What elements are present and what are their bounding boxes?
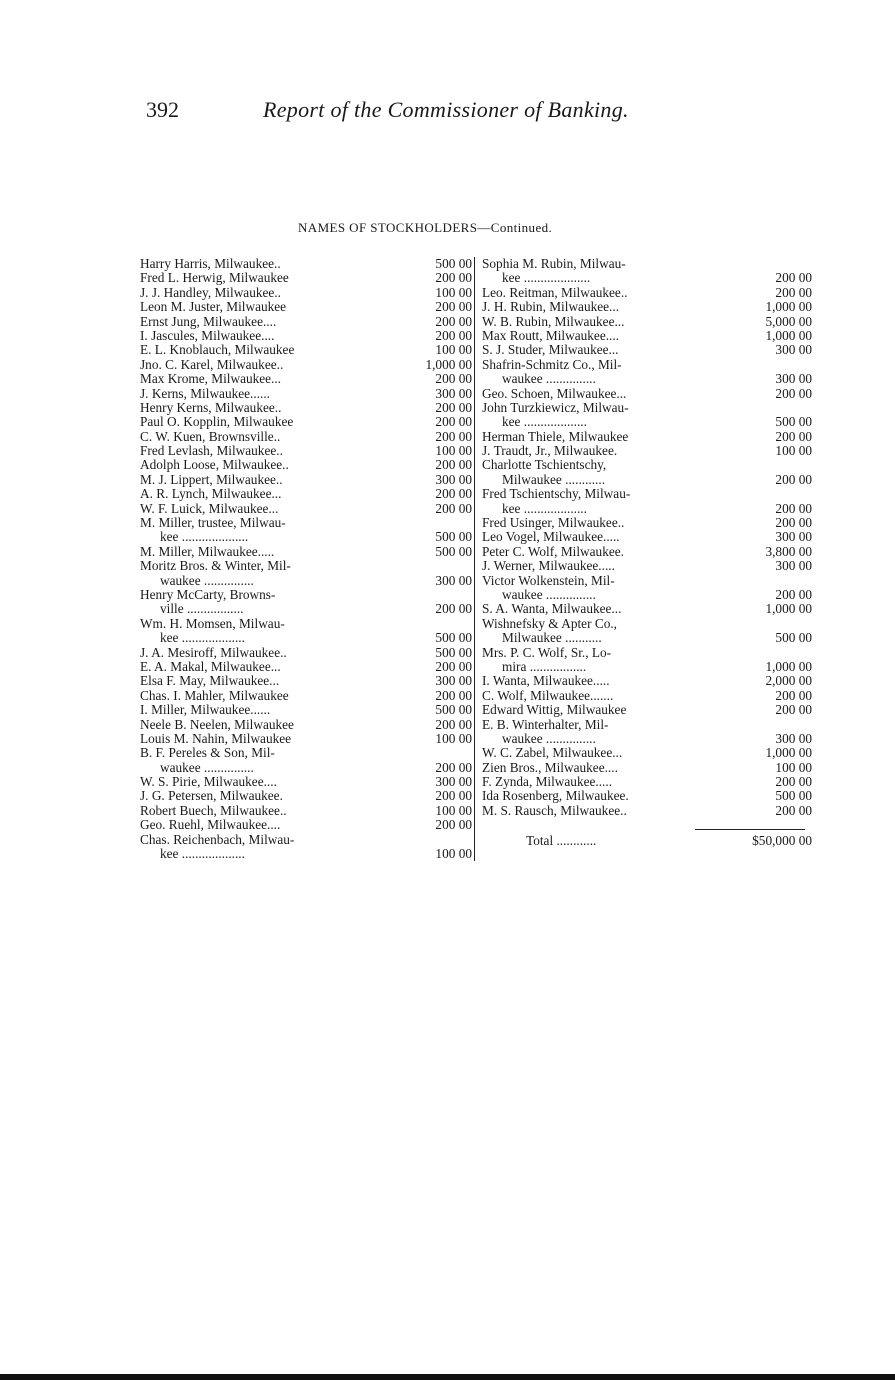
- stockholder-amount: 200 00: [775, 515, 812, 531]
- stockholder-line: [482, 286, 812, 300]
- total-label: Total ............: [526, 833, 597, 848]
- stockholder-line: [140, 516, 472, 530]
- stockholder-name: J. H. Rubin, Milwaukee...: [482, 299, 620, 315]
- stockholder-line: [140, 847, 472, 861]
- stockholder-name: Edward Wittig, Milwaukee: [482, 702, 627, 718]
- stockholder-amount: 300 00: [775, 730, 812, 746]
- stockholder-name: C. Wolf, Milwaukee.......: [482, 687, 614, 703]
- total-amount: $50,000 00: [752, 833, 812, 848]
- stockholder-amount: 500 00: [435, 702, 472, 718]
- stockholder-line: [140, 818, 472, 832]
- stockholder-line: [482, 343, 812, 357]
- stockholder-name: Geo. Schoen, Milwaukee...: [482, 385, 627, 401]
- stockholder-name: waukee ...............: [502, 586, 596, 602]
- stockholder-line: [482, 559, 812, 573]
- stockholder-amount: 100 00: [775, 443, 812, 459]
- stockholder-amount: 200 00: [435, 500, 472, 516]
- stockholder-amount: 300 00: [775, 371, 812, 387]
- stockholder-name: Peter C. Wolf, Milwaukee.: [482, 543, 624, 559]
- stockholder-name: S. A. Wanta, Milwaukee...: [482, 601, 622, 617]
- stockholder-line: [482, 789, 812, 803]
- stockholder-line: [482, 502, 812, 516]
- stockholder-line: [140, 415, 472, 429]
- stockholder-amount: 500 00: [435, 630, 472, 646]
- stockholder-amount: 300 00: [435, 385, 472, 401]
- stockholder-name: Mrs. P. C. Wolf, Sr., Lo-: [482, 644, 612, 660]
- stockholder-name: I. Wanta, Milwaukee.....: [482, 673, 610, 689]
- stockholder-name: M. Miller, Milwaukee.....: [140, 543, 275, 559]
- stockholder-line: [140, 574, 472, 588]
- stockholder-name: J. Werner, Milwaukee.....: [482, 558, 615, 574]
- stockholder-amount: 500 00: [435, 256, 472, 271]
- stockholder-name: B. F. Pereles & Son, Mil-: [140, 745, 275, 761]
- stockholder-name: Fred Usinger, Milwaukee..: [482, 515, 625, 531]
- stockholder-line: [140, 444, 472, 458]
- stockholder-amount: 200 00: [775, 500, 812, 516]
- stockholder-line: [482, 473, 812, 487]
- stockholder-amount: 1,000 00: [765, 299, 812, 315]
- stockholder-line: [482, 372, 812, 386]
- stockholder-line: [482, 631, 812, 645]
- stockholder-name: M. S. Rausch, Milwaukee..: [482, 802, 627, 818]
- stockholder-name: Sophia M. Rubin, Milwau-: [482, 256, 626, 271]
- stockholder-line: [140, 358, 472, 372]
- stockholder-amount: 1,000 00: [765, 327, 812, 343]
- stockholder-name: Leon M. Juster, Milwaukee: [140, 299, 287, 315]
- stockholder-name: Robert Buech, Milwaukee..: [140, 802, 287, 818]
- stockholder-amount: 200 00: [435, 457, 472, 473]
- stockholder-line: [140, 631, 472, 645]
- total-row: [482, 834, 812, 848]
- stockholder-name: Max Routt, Milwaukee....: [482, 327, 620, 343]
- stockholder-line: [140, 689, 472, 703]
- stockholder-name: Fred Levlash, Milwaukee..: [140, 443, 283, 459]
- stockholder-amount: 200 00: [775, 702, 812, 718]
- stockholder-amount: 500 00: [435, 644, 472, 660]
- stockholder-line: [482, 300, 812, 314]
- stockholder-line: [482, 674, 812, 688]
- stockholder-amount: 200 00: [435, 313, 472, 329]
- stockholder-amount: 1,000 00: [765, 745, 812, 761]
- stockholder-line: [140, 372, 472, 386]
- stockholder-line: [482, 761, 812, 775]
- stockholder-name: Neele B. Neelen, Milwaukee: [140, 716, 294, 732]
- stockholder-line: [482, 257, 812, 271]
- stockholder-line: [140, 804, 472, 818]
- stockholder-amount: 200 00: [435, 327, 472, 343]
- stockholder-line: [482, 689, 812, 703]
- stockholder-name: Fred Tschientschy, Milwau-: [482, 486, 631, 502]
- stockholder-amount: 100 00: [435, 802, 472, 818]
- stockholder-line: [482, 660, 812, 674]
- stockholder-amount: 200 00: [435, 759, 472, 775]
- stockholder-line: [482, 617, 812, 631]
- stockholder-name: F. Zynda, Milwaukee.....: [482, 774, 613, 790]
- stockholder-line: [140, 703, 472, 717]
- stockholder-name: Chas. I. Mahler, Milwaukee: [140, 687, 289, 703]
- stockholder-line: [482, 415, 812, 429]
- stockholder-name: Elsa F. May, Milwaukee...: [140, 673, 280, 689]
- stockholder-line: [482, 718, 812, 732]
- stockholder-line: [140, 315, 472, 329]
- stockholder-name: Moritz Bros. & Winter, Mil-: [140, 558, 291, 574]
- stockholder-amount: 200 00: [435, 371, 472, 387]
- stockholder-name: Shafrin-Schmitz Co., Mil-: [482, 356, 622, 372]
- stockholder-line: [482, 732, 812, 746]
- stockholder-amount: 100 00: [435, 846, 472, 862]
- stockholder-line: [140, 617, 472, 631]
- stockholder-line: [482, 329, 812, 343]
- stockholder-line: [482, 430, 812, 444]
- stockholder-line: [140, 530, 472, 544]
- stockholder-amount: 200 00: [775, 802, 812, 818]
- stockholder-name: kee ...................: [502, 500, 587, 516]
- stockholder-line: [482, 458, 812, 472]
- stockholder-name: Leo. Reitman, Milwaukee..: [482, 284, 628, 300]
- stockholder-name: I. Jascules, Milwaukee....: [140, 327, 275, 343]
- stockholder-name: Louis M. Nahin, Milwaukee: [140, 730, 292, 746]
- stockholder-name: John Turzkiewicz, Milwau-: [482, 399, 629, 415]
- stockholder-amount: 200 00: [435, 817, 472, 833]
- stockholder-amount: 300 00: [435, 572, 472, 588]
- stockholder-name: J. G. Petersen, Milwaukee.: [140, 788, 283, 804]
- stockholder-name: Leo Vogel, Milwaukee.....: [482, 529, 620, 545]
- stockholder-amount: 200 00: [775, 774, 812, 790]
- column-divider: [474, 257, 475, 861]
- stockholder-line: [140, 502, 472, 516]
- stockholder-name: M. J. Lippert, Milwaukee..: [140, 471, 283, 487]
- stockholder-amount: 200 00: [435, 399, 472, 415]
- stockholder-name: J. Traudt, Jr., Milwaukee.: [482, 443, 618, 459]
- stockholder-name: mira .................: [502, 658, 587, 674]
- stockholder-line: [482, 574, 812, 588]
- stockholder-line: [140, 732, 472, 746]
- stockholder-amount: 300 00: [435, 673, 472, 689]
- stockholder-amount: 200 00: [435, 428, 472, 444]
- stockholder-name: Harry Harris, Milwaukee..: [140, 256, 281, 271]
- stockholder-name: Max Krome, Milwaukee...: [140, 371, 282, 387]
- stockholder-name: W. F. Luick, Milwaukee...: [140, 500, 279, 516]
- stockholder-name: Chas. Reichenbach, Milwau-: [140, 831, 295, 847]
- stockholder-name: M. Miller, trustee, Milwau-: [140, 515, 286, 531]
- page-number: 392: [146, 97, 179, 122]
- stockholder-name: Victor Wolkenstein, Mil-: [482, 572, 615, 588]
- stockholder-amount: 100 00: [435, 284, 472, 300]
- stockholder-amount: 1,000 00: [765, 658, 812, 674]
- stockholder-name: Zien Bros., Milwaukee....: [482, 759, 618, 775]
- stockholder-amount: 100 00: [435, 443, 472, 459]
- stockholder-amount: 200 00: [775, 471, 812, 487]
- stockholder-line: [140, 718, 472, 732]
- stockholder-name: kee ...................: [160, 846, 245, 862]
- stockholder-amount: 500 00: [775, 788, 812, 804]
- stockholder-line: [482, 588, 812, 602]
- stockholder-name: kee ....................: [502, 270, 591, 286]
- stockholder-name: Ernst Jung, Milwaukee....: [140, 313, 277, 329]
- section-title-main: NAMES OF STOCKHOLDERS: [298, 220, 478, 235]
- stockholder-name: kee ...................: [160, 630, 245, 646]
- stockholder-name: waukee ...............: [502, 730, 596, 746]
- stockholder-name: E. L. Knoblauch, Milwaukee: [140, 342, 295, 358]
- stockholder-amount: 100 00: [435, 730, 472, 746]
- stockholder-amount: 200 00: [435, 299, 472, 315]
- stockholder-amount: 200 00: [435, 601, 472, 617]
- stockholder-name: Milwaukee ............: [502, 471, 606, 487]
- stockholder-amount: 300 00: [435, 471, 472, 487]
- stockholder-name: Ida Rosenberg, Milwaukee.: [482, 788, 629, 804]
- stockholder-line: [482, 602, 812, 616]
- stockholder-line: [140, 329, 472, 343]
- stockholder-name: W. C. Zabel, Milwaukee...: [482, 745, 623, 761]
- stockholder-amount: 500 00: [775, 414, 812, 430]
- stockholder-name: J. A. Mesiroff, Milwaukee..: [140, 644, 287, 660]
- stockholder-name: Adolph Loose, Milwaukee..: [140, 457, 289, 473]
- stockholder-line: [140, 746, 472, 760]
- stockholder-line: [140, 559, 472, 573]
- stockholder-line: [140, 588, 472, 602]
- stockholder-name: Herman Thiele, Milwaukee: [482, 428, 629, 444]
- stockholder-line: [482, 530, 812, 544]
- stockholder-line: [482, 516, 812, 530]
- stockholder-amount: 3,800 00: [765, 543, 812, 559]
- stockholder-name: J. Kerns, Milwaukee......: [140, 385, 270, 401]
- stockholder-line: [482, 487, 812, 501]
- stockholder-name: Wm. H. Momsen, Milwau-: [140, 615, 285, 631]
- stockholder-line: [140, 343, 472, 357]
- stockholder-line: [140, 761, 472, 775]
- stockholder-line: [140, 401, 472, 415]
- stockholder-amount: 100 00: [775, 759, 812, 775]
- stockholder-line: [482, 358, 812, 372]
- stockholder-line: [140, 602, 472, 616]
- stockholder-line: [482, 401, 812, 415]
- stockholder-name: Geo. Ruehl, Milwaukee....: [140, 817, 281, 833]
- stockholder-name: Henry McCarty, Browns-: [140, 586, 276, 602]
- stockholder-line: [140, 300, 472, 314]
- stockholder-line: [140, 660, 472, 674]
- stockholder-name: J. J. Handley, Milwaukee..: [140, 284, 281, 300]
- stockholders-right-column: [482, 257, 812, 818]
- stockholder-amount: 200 00: [775, 428, 812, 444]
- stockholders-left-column: [140, 257, 472, 861]
- stockholder-line: [140, 286, 472, 300]
- stockholder-amount: 200 00: [435, 270, 472, 286]
- stockholder-name: waukee ...............: [502, 371, 596, 387]
- stockholder-amount: 1,000 00: [765, 601, 812, 617]
- stockholder-amount: 200 00: [435, 687, 472, 703]
- stockholder-name: Milwaukee ...........: [502, 630, 602, 646]
- stockholder-line: [482, 804, 812, 818]
- stockholder-line: [482, 271, 812, 285]
- stockholder-amount: 300 00: [775, 342, 812, 358]
- stockholder-line: [140, 271, 472, 285]
- stockholder-line: [482, 545, 812, 559]
- stockholder-name: Henry Kerns, Milwaukee..: [140, 399, 282, 415]
- stockholder-line: [482, 775, 812, 789]
- stockholder-amount: 200 00: [775, 284, 812, 300]
- stockholder-name: Fred L. Herwig, Milwaukee: [140, 270, 289, 286]
- stockholder-name: E. A. Makal, Milwaukee...: [140, 658, 281, 674]
- stockholder-line: [140, 775, 472, 789]
- stockholder-amount: 300 00: [775, 529, 812, 545]
- total-rule: [695, 829, 805, 830]
- stockholder-name: Wishnefsky & Apter Co.,: [482, 615, 618, 631]
- stockholder-name: ville .................: [160, 601, 244, 617]
- stockholder-amount: 100 00: [435, 342, 472, 358]
- stockholder-amount: 200 00: [775, 270, 812, 286]
- stockholder-name: Paul O. Kopplin, Milwaukee: [140, 414, 294, 430]
- stockholder-amount: 500 00: [435, 529, 472, 545]
- stockholder-amount: 200 00: [435, 716, 472, 732]
- section-title-continued: —Continued.: [477, 220, 553, 235]
- stockholder-amount: 200 00: [435, 788, 472, 804]
- stockholder-line: [482, 444, 812, 458]
- stockholder-line: [482, 703, 812, 717]
- stockholder-line: [140, 789, 472, 803]
- stockholder-line: [140, 674, 472, 688]
- stockholder-amount: 1,000 00: [425, 356, 472, 372]
- stockholder-amount: 300 00: [775, 558, 812, 574]
- stockholder-line: [140, 430, 472, 444]
- stockholder-amount: 200 00: [435, 486, 472, 502]
- stockholder-line: [140, 257, 472, 271]
- stockholder-name: kee ....................: [160, 529, 249, 545]
- stockholder-amount: 500 00: [775, 630, 812, 646]
- stockholder-line: [140, 646, 472, 660]
- running-title: Report of the Commissioner of Banking.: [263, 97, 629, 122]
- stockholder-name: S. J. Studer, Milwaukee...: [482, 342, 619, 358]
- stockholder-line: [140, 387, 472, 401]
- stockholder-line: [482, 746, 812, 760]
- stockholder-line: [482, 315, 812, 329]
- stockholder-name: W. S. Pirie, Milwaukee....: [140, 774, 277, 790]
- stockholder-amount: 200 00: [435, 658, 472, 674]
- stockholder-name: Charlotte Tschientschy,: [482, 457, 607, 473]
- section-title: [298, 220, 552, 236]
- stockholder-name: waukee ...............: [160, 572, 254, 588]
- stockholder-line: [140, 545, 472, 559]
- stockholder-name: W. B. Rubin, Milwaukee...: [482, 313, 625, 329]
- stockholder-name: waukee ...............: [160, 759, 254, 775]
- stockholder-line: [140, 458, 472, 472]
- stockholder-amount: 200 00: [775, 687, 812, 703]
- stockholder-amount: 500 00: [435, 543, 472, 559]
- stockholder-amount: 200 00: [775, 385, 812, 401]
- stockholder-name: kee ...................: [502, 414, 587, 430]
- bottom-border: [0, 1374, 895, 1380]
- stockholder-amount: 2,000 00: [765, 673, 812, 689]
- stockholder-line: [140, 487, 472, 501]
- stockholder-amount: 5,000 00: [765, 313, 812, 329]
- stockholder-line: [482, 387, 812, 401]
- stockholder-amount: 200 00: [435, 414, 472, 430]
- stockholder-amount: 200 00: [775, 586, 812, 602]
- stockholder-name: Jno. C. Karel, Milwaukee..: [140, 356, 284, 372]
- stockholder-line: [482, 646, 812, 660]
- stockholder-line: [140, 473, 472, 487]
- stockholder-name: C. W. Kuen, Brownsville..: [140, 428, 281, 444]
- stockholder-amount: 300 00: [435, 774, 472, 790]
- stockholder-name: E. B. Winterhalter, Mil-: [482, 716, 609, 732]
- stockholder-name: I. Miller, Milwaukee......: [140, 702, 271, 718]
- stockholder-line: [140, 833, 472, 847]
- stockholder-name: A. R. Lynch, Milwaukee...: [140, 486, 282, 502]
